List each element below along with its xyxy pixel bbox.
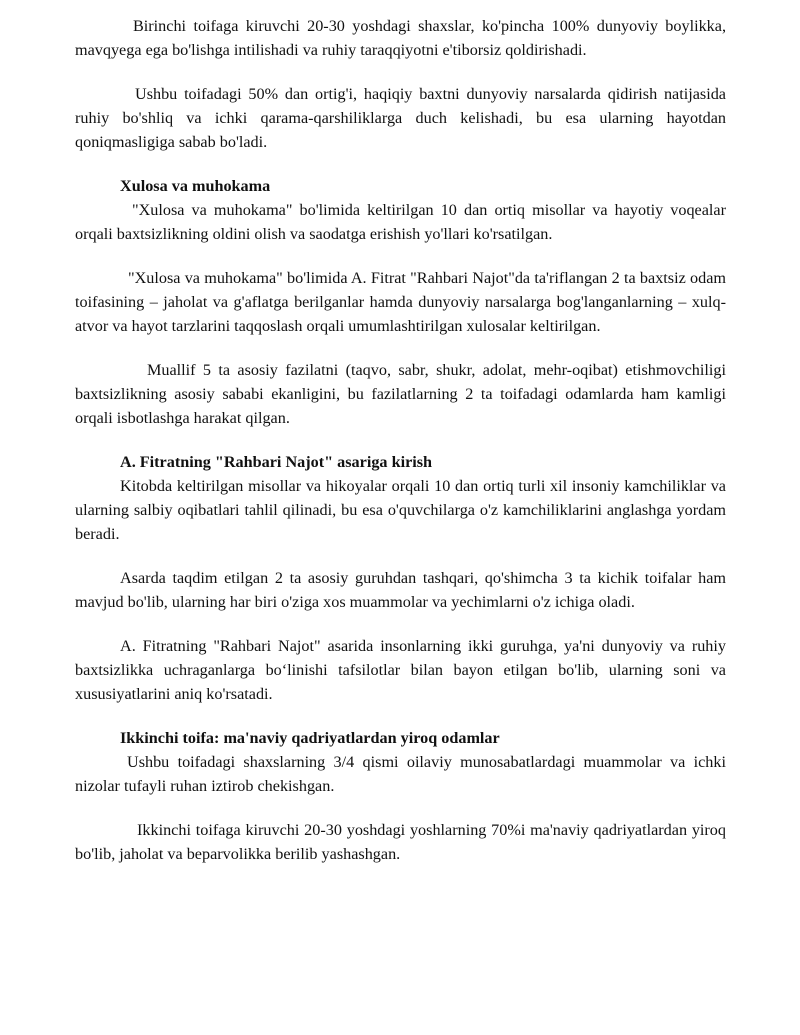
paragraph-7: Asarda taqdim etilgan 2 ta asosiy guruhdan tashqari, qo'shimcha 3 ta kichik toifalar ham mavjud bo'lib, ularning har biri o'ziga xos muammolar va yechimlarni o'z ichiga oladi. [75,569,726,611]
document-page [75,14,726,866]
paragraph-1: Birinchi toifaga kiruvchi 20-30 yoshdagi shaxslar, ko'pincha 100% dunyoviy boylikka, mavqyega ega bo'lishga intilishadi va ruhiy taraqqiyotni e'tiborsiz qoldirishadi. [75,17,726,59]
paragraph-6: Kitobda keltirilgan misollar va hikoyalar orqali 10 dan ortiq turli xil insoniy kamchiliklar va ularning salbiy oqibatlari tahlil qilinadi, bu esa o'quvchilarga o'z kamchiliklarini anglashga yordam beradi. [75,477,726,543]
section-heading-second-category: Ikkinchi toifa: ma'naviy qadriyatlardan yiroq odamlar [120,729,500,747]
paragraph-9: Ushbu toifadagi shaxslarning 3/4 qismi oilaviy munosabatlardagi muammolar va ichki nizolar tufayli ruhan iztirob chekishgan. [75,753,726,795]
paragraph-4: "Xulosa va muhokama" bo'limida A. Fitrat "Rahbari Najot"da ta'riflangan 2 ta baxtsiz odam toifasining – jaholat va g'aflatga berilganlar hamda dunyoviy narsalarga bog'langanlarning – xulq-atvor va hayot tarzlarini taqqoslash orqali umumlashtirilgan xulosalar keltirilgan. [75,269,726,335]
paragraph-3: "Xulosa va muhokama" bo'limida keltirilgan 10 dan ortiq misollar va hayotiy voqealar orqali baxtsizlikning oldini olish va saodatga erishish yo'llari ko'rsatilgan. [75,201,726,243]
paragraph-2: Ushbu toifadagi 50% dan ortig'i, haqiqiy baxtni dunyoviy narsalarda qidirish natijasida ruhiy bo'shliq va ichki qarama-qarshiliklarga duch kelishadi, bu esa ularning hayotdan qoniqmasligiga sabab bo'ladi. [75,85,726,151]
paragraph-10: Ikkinchi toifaga kiruvchi 20-30 yoshdagi yoshlarning 70%i ma'naviy qadriyatlardan yiroq bo'lib, jaholat va beparvolikka berilib yashashgan. [75,821,726,863]
paragraph-8: A. Fitratning "Rahbari Najot" asarida insonlarning ikki guruhga, ya'ni dunyoviy va ruhiy baxtsizlikka uchraganlarga bo‘linishi tafsilotlar bilan bayon etilgan bo'lib, ularning soni va xususiyatlarini aniq ko'rsatadi. [75,637,726,703]
section-heading-introduction: A. Fitratning "Rahbari Najot" asariga kirish [120,453,433,471]
paragraph-5: Muallif 5 ta asosiy fazilatni (taqvo, sabr, shukr, adolat, mehr-oqibat) etishmovchiligi baxtsizlikning asosiy sababi ekanligini, bu fazilatlarning 2 ta toifadagi odamlarda ham kamligi orqali isbotlashga harakat qilgan. [75,361,726,427]
section-heading-conclusion: Xulosa va muhokama [120,177,271,195]
